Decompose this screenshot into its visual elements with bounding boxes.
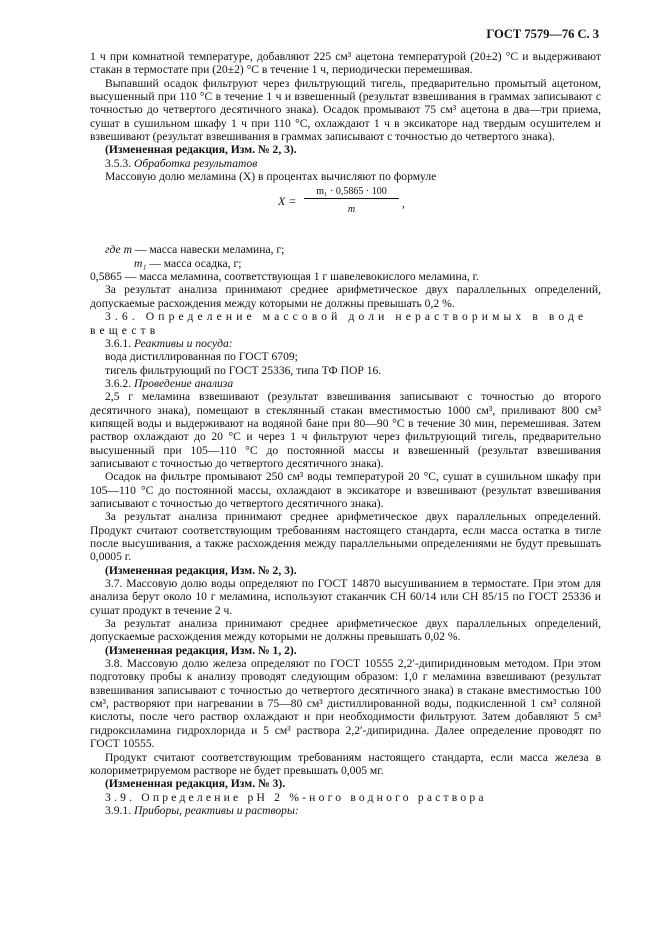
section-title: Реактивы и посуда: [134, 336, 233, 350]
document-body [90, 50, 601, 817]
paragraph: За результат анализа принимают среднее арифметическое двух параллельных определений, допускаемые расхождения между которыми не должны превышать 0,2 %. [90, 283, 601, 310]
section-number: 3.9.1. [105, 803, 132, 817]
symbol: 0,5865 [90, 270, 122, 284]
section-3-6-2 [90, 377, 601, 390]
formula [90, 183, 601, 243]
symbol: где m [105, 243, 132, 257]
definition: — масса осадка, г; [146, 256, 242, 270]
paragraph: За результат анализа принимают среднее арифметическое двух параллельных определений, допускаемые расхождения между которыми не должны превышать 0,02 %. [90, 617, 601, 644]
section-number: 3.5.3. [105, 156, 132, 170]
section-title: Проведение анализа [134, 376, 234, 390]
where-item [90, 270, 601, 283]
formula-comma: , [402, 197, 405, 211]
paragraph: Выпавший осадок фильтруют через фильтрующий тигель, предварительно промытый ацетоном, высушенный при 110 °С в течение 1 ч и взвешенный (результат взвешивания в граммах записывают с точностью до четвертого десятичного знака). Осадок промывают 75 см³ ацетона в два—три приема, сушат в сушильном шкафу 1 ч при 110 °С, охлаждают 1 ч в эксикаторе над твердым осушителем и взвешивают (результат взвешивания в граммах записывают с точностью до четвертого знака). [90, 76, 601, 144]
where-item [90, 257, 601, 270]
section-3-9-1 [90, 804, 601, 817]
paragraph: 3.8. Массовую долю железа определяют по ГОСТ 10555 2,2′-дипиридиновым методом. При этом подготовку пробы к анализу проводят следующим образом: 1,0 г меламина взвешивают (результат взвешивания записывают с точностью до четвертого десятичного знака) в стакане вместимостью 100 см³, растворяют при нагревании в 75—80 см³ дистиллированной воды, подкисленной 1 см³ соляной кислоты, после чего раствор охлаждают и при необходимости фильтруют. Затем добавляют 5 см³ гидроксиламина гидрохлорида и 5 см³ раствора 2,2′-дипиридина. Далее определение проводят по ГОСТ 10555. [90, 657, 601, 751]
paragraph: 3.7. Массовую долю воды определяют по ГОСТ 14870 высушиванием в термостате. При этом для анализа берут около 10 г меламина, используют стаканчик СН 60/14 или СН 85/15 по ГОСТ 25336 и сушат продукт в течение 2 ч. [90, 577, 601, 617]
where-item [90, 243, 601, 256]
section-3-9-heading: 3.9. Определение pH 2 %-ного водного раствора [105, 790, 487, 804]
section-3-6-1 [90, 337, 601, 350]
amendment-note: (Измененная редакция, Изм. № 1, 2). [105, 643, 297, 657]
amendment-note: (Измененная редакция, Изм. № 2, 3). [105, 563, 297, 577]
paragraph: 1 ч при комнатной температуре, добавляют 225 см³ ацетона температурой (20±2) °С и выдерживают стакан в термостате при (20±2) °С в течение 1 ч, периодически перемешивая. [90, 50, 601, 77]
paragraph: За результат анализа принимают среднее арифметическое двух параллельных определений. Продукт считают соответствующим требованиям настоящего стандарта, если масса остатка в тигле после высушивания, а также расхождения между параллельными определениями не будут превышать 0,0005 г. [90, 510, 601, 564]
formula-lhs: X = [278, 194, 297, 209]
section-title: Приборы, реактивы и растворы: [134, 803, 299, 817]
reagent-item: вода дистиллированная по ГОСТ 6709; [105, 350, 298, 364]
amendment-note: (Измененная редакция, Изм. № 2, 3). [105, 143, 297, 157]
section-number: 3.6.2. [105, 376, 132, 390]
paragraph: Массовую долю меламина (X) в процентах вычисляют по формуле [105, 170, 437, 184]
paragraph: Осадок на фильтре промывают 250 см³ воды температурой 20 °С, сушат в сушильном шкафу при 105—110 °С до постоянной массы, охлаждают в эксикаторе и взвешивают (результат взвешивания записывают с точностью до четвертого десятичного знака). [90, 470, 601, 510]
reagent-item: тигель фильтрующий по ГОСТ 25336, типа ТФ ПОР 16. [105, 363, 382, 377]
formula-denominator: m [347, 204, 356, 216]
definition: — масса навески меламина, г; [131, 243, 285, 257]
section-3-5-3 [90, 157, 601, 170]
definition: — масса меламина, соответствующая 1 г шавелевокислого меламина, г. [121, 270, 480, 284]
section-title: Обработка результатов [134, 156, 258, 170]
page-header: ГОСТ 7579—76 С. 3 [486, 27, 599, 41]
formula-numerator: m₁ · 0,5865 · 100 [304, 185, 399, 199]
paragraph: Продукт считают соответствующим требованиям настоящего стандарта, если масса железа в колориметрируемом растворе не будет превышать 0,005 мг. [90, 750, 601, 777]
section-3-6-heading: 3.6. Определение массовой доли нерастворимых в воде веществ [90, 310, 588, 337]
amendment-note: (Измененная редакция, Изм. № 3). [105, 777, 286, 791]
section-number: 3.6.1. [105, 336, 132, 350]
symbol: m₁ [134, 256, 147, 270]
paragraph: 2,5 г меламина взвешивают (результат взвешивания записывают с точностью до второго десятичного знака), помещают в стеклянный стакан вместимостью 1000 см³, приливают 800 см³ кипящей воды и выдерживают на водяной бане при 80—90 °С в течение 30 мин, перемешивая. Затем раствор охлаждают до 20 °С и через 1 ч фильтруют через фильтрующий тигель, предварительно высушенный при 105—110 °С до постоянной массы и взвешенный (результат взвешивания записывают с точностью до четвертого десятичного знака). [90, 390, 601, 470]
